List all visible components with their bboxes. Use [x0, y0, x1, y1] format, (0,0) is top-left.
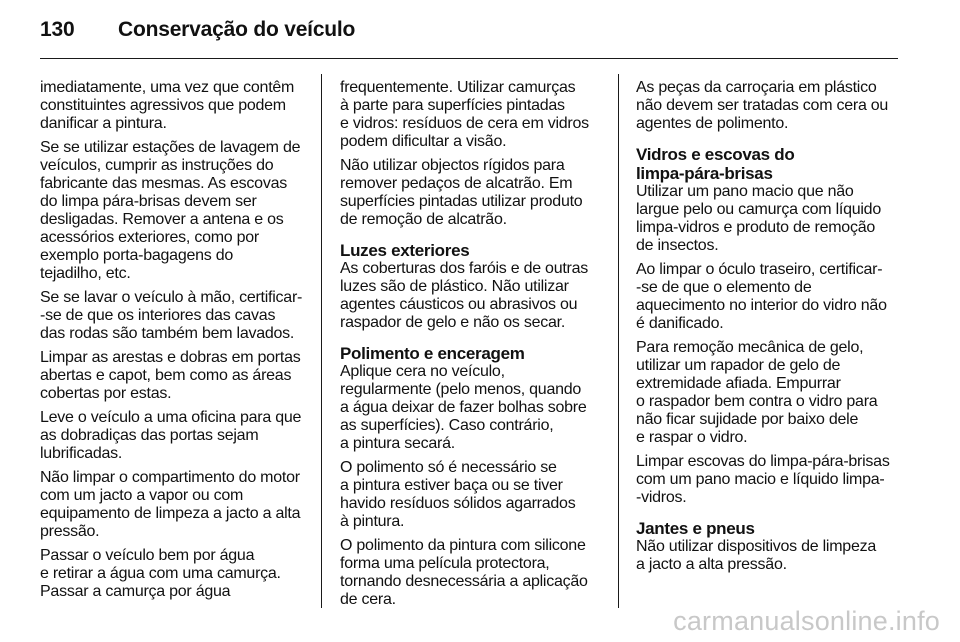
text-line: limpa-pára-brisas	[636, 164, 773, 183]
text-line: e vidros: resíduos de cera em vidros	[340, 115, 589, 132]
text-line: com um pano macio e líquido limpa-	[636, 471, 885, 488]
column-2	[340, 79, 608, 615]
text-line: fabricante das mesmas. As escovas	[40, 175, 287, 192]
text-line: imediatamente, uma vez que contêm	[40, 79, 295, 96]
text-line: do limpa pára-brisas devem ser	[40, 193, 257, 210]
text-line: Se se utilizar estações de lavagem de	[40, 139, 301, 156]
text-line: não devem ser tratadas com cera ou	[636, 97, 889, 114]
text-line: constituintes agressivos que podem	[40, 97, 286, 114]
text-line: e retirar a água com uma camurça.	[40, 565, 281, 582]
text-line: a pintura estiver baça ou se tiver	[340, 477, 563, 494]
paragraph	[40, 409, 310, 463]
section-heading-vidros	[636, 145, 904, 183]
page-title: Conservação do veículo	[118, 18, 356, 41]
text-line: danificar a pintura.	[40, 115, 167, 132]
paragraph	[340, 260, 608, 332]
page-header	[40, 16, 355, 44]
text-line: e raspar o vidro.	[636, 429, 748, 446]
text-line: -se de que os interiores das cavas	[40, 307, 276, 324]
text-line: Se se lavar o veículo à mão, certificar-	[40, 289, 303, 306]
text-line: tornando desnecessária a aplicação	[340, 573, 588, 590]
paragraph	[340, 363, 608, 453]
text-line: equipamento de limpeza a jacto a alta	[40, 505, 301, 522]
text-line: abertas e capot, bem como as áreas	[40, 367, 292, 384]
paragraph	[636, 453, 904, 507]
paragraph	[340, 537, 608, 609]
text-line: Utilizar um pano macio que não	[636, 183, 854, 200]
section-heading-polimento: Polimento e enceragem	[340, 344, 525, 363]
text-line: aquecimento no interior do vidro não	[636, 297, 887, 314]
text-line: As coberturas dos faróis e de outras	[340, 260, 589, 277]
text-line: de insectos.	[636, 237, 719, 254]
paragraph	[340, 157, 608, 229]
text-line: frequentemente. Utilizar camurças	[340, 79, 576, 96]
text-line: exemplo porta-bagagens do	[40, 247, 233, 264]
text-line: pressão.	[40, 523, 100, 540]
text-line: desligadas. Remover a antena e os	[40, 211, 284, 228]
text-line: Não utilizar dispositivos de limpeza	[636, 538, 876, 555]
text-line: não ficar sujidade por baixo dele	[636, 411, 859, 428]
column-divider-2	[618, 74, 619, 608]
text-line: Ao limpar o óculo traseiro, certificar-	[636, 261, 883, 278]
text-line: remover pedaços de alcatrão. Em	[340, 175, 573, 192]
text-line: das rodas são também bem lavados.	[40, 325, 295, 342]
section-heading-jantes: Jantes e pneus	[636, 519, 755, 538]
text-line: à parte para superfícies pintadas	[340, 97, 565, 114]
paragraph	[636, 261, 904, 333]
paragraph	[636, 339, 904, 447]
text-line: a jacto a alta pressão.	[636, 556, 787, 573]
text-line: tejadilho, etc.	[40, 265, 131, 282]
text-line: agentes de polimento.	[636, 115, 789, 132]
paragraph	[40, 79, 310, 133]
text-line: Passar a camurça por água	[40, 583, 231, 600]
text-line: -se de que o elemento de	[636, 279, 812, 296]
paragraph	[636, 79, 904, 133]
paragraph	[340, 79, 608, 151]
text-line: superfícies pintadas utilizar produto	[340, 193, 583, 210]
text-line: Aplique cera no veículo,	[340, 363, 505, 380]
text-line: veículos, cumprir as instruções do	[40, 157, 274, 174]
paragraph	[340, 459, 608, 531]
header-rule	[40, 58, 898, 59]
text-line: de remoção de alcatrão.	[340, 211, 507, 228]
paragraph	[40, 289, 310, 343]
text-line: Limpar escovas do limpa-pára-brisas	[636, 453, 890, 470]
text-line: forma uma película protectora,	[340, 555, 550, 572]
text-line: O polimento só é necessário se	[340, 459, 557, 476]
text-line: raspador de gelo e não os secar.	[340, 314, 566, 331]
text-line: luzes são de plástico. Não utilizar	[340, 278, 569, 295]
watermark: carmanualsonline.info	[673, 606, 940, 636]
text-line: a pintura secará.	[340, 435, 455, 452]
text-line: à pintura.	[340, 513, 405, 530]
text-line: o raspador bem contra o vidro para	[636, 393, 878, 410]
text-line: Não limpar o compartimento do motor	[40, 469, 300, 486]
paragraph	[636, 538, 904, 574]
text-line: as superfícies). Caso contrário,	[340, 417, 554, 434]
text-line: podem dificultar a visão.	[340, 133, 507, 150]
column-3	[636, 79, 904, 580]
text-line: -vidros.	[636, 489, 687, 506]
text-line: O polimento da pintura com silicone	[340, 537, 586, 554]
text-line: as dobradiças das portas sejam	[40, 427, 259, 444]
text-line: Limpar as arestas e dobras em portas	[40, 349, 301, 366]
text-line: agentes cáusticos ou abrasivos ou	[340, 296, 578, 313]
text-line: lubrificadas.	[40, 445, 123, 462]
text-line: a água deixar de fazer bolhas sobre	[340, 399, 587, 416]
text-line: com um jacto a vapor ou com	[40, 487, 244, 504]
column-1	[40, 79, 310, 607]
text-line: havido resíduos sólidos agarrados	[340, 495, 576, 512]
text-line: Para remoção mecânica de gelo,	[636, 339, 864, 356]
text-line: limpa-vidros e produto de remoção	[636, 219, 875, 236]
paragraph	[40, 469, 310, 541]
text-line: Passar o veículo bem por água	[40, 547, 255, 564]
column-divider-1	[321, 74, 322, 608]
text-line: utilizar um rapador de gelo de	[636, 357, 841, 374]
text-line: extremidade afiada. Empurrar	[636, 375, 841, 392]
text-line: As peças da carroçaria em plástico	[636, 79, 877, 96]
text-line: de cera.	[340, 591, 396, 608]
text-line: é danificado.	[636, 315, 724, 332]
paragraph	[40, 349, 310, 403]
text-line: cobertas por estas.	[40, 385, 172, 402]
paragraph	[636, 183, 904, 255]
text-line: Leve o veículo a uma oficina para que	[40, 409, 302, 426]
section-heading-luzes-exteriores: Luzes exteriores	[340, 241, 470, 260]
paragraph	[40, 139, 310, 283]
text-line: Não utilizar objectos rígidos para	[340, 157, 565, 174]
text-line: regularmente (pelo menos, quando	[340, 381, 582, 398]
text-line: acessórios exteriores, como por	[40, 229, 260, 246]
paragraph	[40, 547, 310, 601]
text-line: Vidros e escovas do	[636, 145, 795, 164]
text-line: largue pelo ou camurça com líquido	[636, 201, 881, 218]
page-number: 130	[40, 18, 75, 41]
